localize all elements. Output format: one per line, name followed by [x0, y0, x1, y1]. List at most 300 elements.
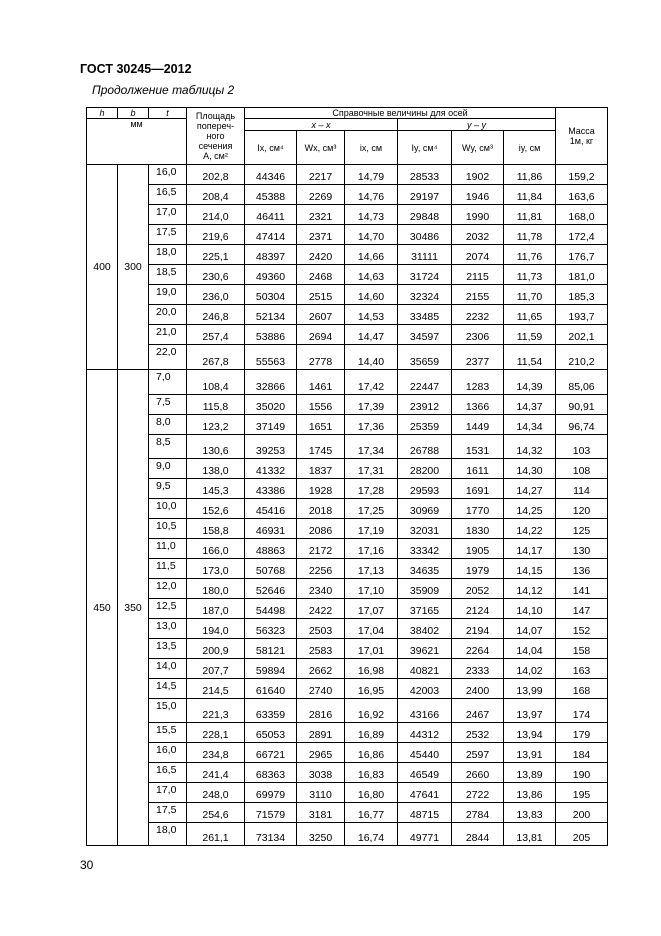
thickness-cell: 20,0	[149, 305, 187, 325]
table-row	[87, 225, 608, 245]
value-cell-a: 202,8	[187, 165, 245, 185]
table-row	[87, 699, 608, 723]
value-cell-mass: 125	[556, 519, 608, 539]
value-cell-ix: 14,40	[345, 345, 398, 370]
value-cell-a: 248,0	[187, 783, 245, 803]
table-header	[87, 108, 608, 165]
value-cell-iy: 14,22	[504, 519, 556, 539]
value-cell-mass: 200	[556, 803, 608, 823]
value-cell-a: 145,3	[187, 479, 245, 499]
value-cell-mass: 210,2	[556, 345, 608, 370]
value-cell-iy: 11,76	[504, 245, 556, 265]
value-cell-iy: 40821	[398, 659, 452, 679]
value-cell-ix: 48863	[245, 539, 297, 559]
group-b-cell: 350	[118, 370, 149, 846]
mass-header-line: Масса	[568, 126, 595, 136]
value-cell-wx: 2740	[297, 679, 345, 699]
value-cell-iy: 14,10	[504, 599, 556, 619]
value-cell-wy: 2074	[452, 245, 504, 265]
value-cell-iy: 13,91	[504, 743, 556, 763]
value-cell-ix: 53886	[245, 325, 297, 345]
value-cell-iy: 34597	[398, 325, 452, 345]
value-cell-ix: 50768	[245, 559, 297, 579]
value-cell-wx: 2217	[297, 165, 345, 185]
value-cell-wy: 2232	[452, 305, 504, 325]
value-cell-iy: 14,07	[504, 619, 556, 639]
value-cell-wx: 1461	[297, 370, 345, 395]
table-row	[87, 679, 608, 699]
units-mm-header: мм	[87, 119, 187, 165]
value-cell-wx: 3181	[297, 803, 345, 823]
value-cell-mass: 202,1	[556, 325, 608, 345]
value-cell-iy: 44312	[398, 723, 452, 743]
value-cell-iy: 34635	[398, 559, 452, 579]
value-cell-ix: 14,47	[345, 325, 398, 345]
value-cell-ix: 45416	[245, 499, 297, 519]
value-cell-iy: 30969	[398, 499, 452, 519]
thickness-cell: 8,5	[149, 435, 187, 459]
value-cell-wx: 2172	[297, 539, 345, 559]
value-cell-mass: 147	[556, 599, 608, 619]
value-cell-ix: 17,31	[345, 459, 398, 479]
thickness-cell: 13,5	[149, 639, 187, 659]
value-cell-wx: 2321	[297, 205, 345, 225]
value-cell-wx: 2694	[297, 325, 345, 345]
value-cell-ix: 17,25	[345, 499, 398, 519]
value-cell-wx: 1745	[297, 435, 345, 459]
thickness-cell: 9,0	[149, 459, 187, 479]
table-row	[87, 305, 608, 325]
value-cell-wx: 2778	[297, 345, 345, 370]
value-cell-ix: 16,74	[345, 823, 398, 846]
value-cell-wx: 2371	[297, 225, 345, 245]
thickness-cell: 8,0	[149, 415, 187, 435]
thickness-cell: 22,0	[149, 345, 187, 370]
value-cell-ix: 16,86	[345, 743, 398, 763]
value-cell-a: 221,3	[187, 699, 245, 723]
value-cell-wy: 2660	[452, 763, 504, 783]
table-row	[87, 185, 608, 205]
value-cell-ix: 46931	[245, 519, 297, 539]
value-cell-ix: 41332	[245, 459, 297, 479]
value-cell-a: 225,1	[187, 245, 245, 265]
value-cell-ix: 50304	[245, 285, 297, 305]
value-cell-wx: 3110	[297, 783, 345, 803]
table-row	[87, 499, 608, 519]
value-cell-wx: 2662	[297, 659, 345, 679]
thickness-cell: 18,0	[149, 823, 187, 846]
thickness-cell: 7,5	[149, 395, 187, 415]
value-cell-ix: 17,16	[345, 539, 398, 559]
value-cell-wy: 1990	[452, 205, 504, 225]
thickness-cell: 13,0	[149, 619, 187, 639]
value-cell-mass: 108	[556, 459, 608, 479]
value-cell-iy: 13,99	[504, 679, 556, 699]
value-cell-wy: 2155	[452, 285, 504, 305]
value-cell-wy: 2784	[452, 803, 504, 823]
table-row	[87, 599, 608, 619]
value-cell-a: 236,0	[187, 285, 245, 305]
value-cell-iy: 49771	[398, 823, 452, 846]
value-cell-iy: 35909	[398, 579, 452, 599]
value-cell-wx: 2965	[297, 743, 345, 763]
value-cell-iy: 25359	[398, 415, 452, 435]
table-continuation-label: Продолжение таблицы 2	[92, 83, 235, 97]
value-cell-ix: 58121	[245, 639, 297, 659]
value-cell-wy: 1366	[452, 395, 504, 415]
page-number: 30	[80, 858, 94, 872]
value-cell-wy: 2052	[452, 579, 504, 599]
value-cell-mass: 172,4	[556, 225, 608, 245]
table-row	[87, 823, 608, 846]
value-cell-a: 246,8	[187, 305, 245, 325]
value-cell-iy: 29848	[398, 205, 452, 225]
value-cell-mass: 103	[556, 435, 608, 459]
col-wy-header: Wy, см³	[452, 131, 504, 165]
value-cell-ix: 17,34	[345, 435, 398, 459]
value-cell-a: 152,6	[187, 499, 245, 519]
value-cell-ix: 56323	[245, 619, 297, 639]
value-cell-ix: 32866	[245, 370, 297, 395]
value-cell-iy: 28533	[398, 165, 452, 185]
profile-properties-table	[86, 107, 608, 846]
value-cell-mass: 120	[556, 499, 608, 519]
value-cell-wx: 2816	[297, 699, 345, 723]
value-cell-ix: 47414	[245, 225, 297, 245]
value-cell-a: 123,2	[187, 415, 245, 435]
value-cell-wx: 2891	[297, 723, 345, 743]
table-row	[87, 285, 608, 305]
value-cell-a: 180,0	[187, 579, 245, 599]
value-cell-mass: 168,0	[556, 205, 608, 225]
group-h-cell: 400	[87, 165, 118, 370]
value-cell-wx: 2583	[297, 639, 345, 659]
value-cell-iy: 14,17	[504, 539, 556, 559]
value-cell-wy: 1449	[452, 415, 504, 435]
value-cell-ix: 45388	[245, 185, 297, 205]
axis-y-header: y – y	[398, 119, 556, 131]
value-cell-wy: 1979	[452, 559, 504, 579]
value-cell-iy: 32031	[398, 519, 452, 539]
value-cell-iy: 28200	[398, 459, 452, 479]
thickness-cell: 10,0	[149, 499, 187, 519]
value-cell-wy: 2032	[452, 225, 504, 245]
value-cell-mass: 85,06	[556, 370, 608, 395]
value-cell-iy: 43166	[398, 699, 452, 723]
value-cell-mass: 205	[556, 823, 608, 846]
value-cell-iy: 13,97	[504, 699, 556, 723]
value-cell-wy: 1611	[452, 459, 504, 479]
value-cell-ix: 49360	[245, 265, 297, 285]
table-row	[87, 639, 608, 659]
value-cell-ix: 54498	[245, 599, 297, 619]
area-header-line: Площадь	[195, 111, 236, 121]
value-cell-wx: 2468	[297, 265, 345, 285]
value-cell-ix: 63359	[245, 699, 297, 723]
value-cell-ix: 61640	[245, 679, 297, 699]
value-cell-wy: 1830	[452, 519, 504, 539]
value-cell-wx: 2086	[297, 519, 345, 539]
thickness-cell: 11,5	[149, 559, 187, 579]
value-cell-a: 108,4	[187, 370, 245, 395]
value-cell-iy: 14,25	[504, 499, 556, 519]
value-cell-ix: 73134	[245, 823, 297, 846]
table-row	[87, 743, 608, 763]
value-cell-iy: 11,59	[504, 325, 556, 345]
value-cell-iy: 11,86	[504, 165, 556, 185]
value-cell-ix: 52646	[245, 579, 297, 599]
value-cell-iy: 30486	[398, 225, 452, 245]
value-cell-wy: 1770	[452, 499, 504, 519]
thickness-cell: 7,0	[149, 370, 187, 395]
col-area-header	[187, 108, 245, 165]
value-cell-a: 228,1	[187, 723, 245, 743]
value-cell-iy: 11,70	[504, 285, 556, 305]
value-cell-ix: 17,10	[345, 579, 398, 599]
value-cell-iy: 11,65	[504, 305, 556, 325]
value-cell-ix: 44346	[245, 165, 297, 185]
value-cell-wy: 2124	[452, 599, 504, 619]
value-cell-iy: 31111	[398, 245, 452, 265]
col-t-header: t	[149, 108, 187, 119]
value-cell-ix: 14,63	[345, 265, 398, 285]
value-cell-iy: 13,83	[504, 803, 556, 823]
thickness-cell: 14,5	[149, 679, 187, 699]
value-cell-iy: 29593	[398, 479, 452, 499]
value-cell-a: 138,0	[187, 459, 245, 479]
value-cell-wy: 1691	[452, 479, 504, 499]
value-cell-mass: 176,7	[556, 245, 608, 265]
value-cell-ix: 17,28	[345, 479, 398, 499]
value-cell-mass: 152	[556, 619, 608, 639]
value-cell-ix: 17,07	[345, 599, 398, 619]
value-cell-ix: 17,42	[345, 370, 398, 395]
value-cell-mass: 168	[556, 679, 608, 699]
value-cell-iy: 38402	[398, 619, 452, 639]
col-mass-header	[556, 108, 608, 165]
area-header-line: попереч-	[196, 121, 235, 131]
thickness-cell: 16,0	[149, 165, 187, 185]
value-cell-mass: 184	[556, 743, 608, 763]
value-cell-wy: 1902	[452, 165, 504, 185]
value-cell-iy: 22447	[398, 370, 452, 395]
value-cell-a: 166,0	[187, 539, 245, 559]
value-cell-ix: 55563	[245, 345, 297, 370]
value-cell-wx: 3038	[297, 763, 345, 783]
value-cell-iy: 14,27	[504, 479, 556, 499]
table-row	[87, 539, 608, 559]
value-cell-iy: 14,02	[504, 659, 556, 679]
value-cell-iy: 37165	[398, 599, 452, 619]
value-cell-mass: 179	[556, 723, 608, 743]
table-row	[87, 763, 608, 783]
value-cell-iy: 14,12	[504, 579, 556, 599]
value-cell-ix: 39253	[245, 435, 297, 459]
col-ix-moment-header: Ix, см⁴	[245, 131, 297, 165]
value-cell-mass: 163,6	[556, 185, 608, 205]
col-ix-radius-header: ix, см	[345, 131, 398, 165]
thickness-cell: 15,0	[149, 699, 187, 723]
value-cell-iy: 46549	[398, 763, 452, 783]
value-cell-a: 257,4	[187, 325, 245, 345]
col-wx-header: Wx, см³	[297, 131, 345, 165]
table-row	[87, 783, 608, 803]
value-cell-mass: 195	[556, 783, 608, 803]
table-body	[87, 165, 608, 846]
value-cell-wx: 2607	[297, 305, 345, 325]
value-cell-wy: 2597	[452, 743, 504, 763]
value-cell-ix: 16,83	[345, 763, 398, 783]
area-header-line: A, см²	[203, 151, 228, 161]
table-row	[87, 245, 608, 265]
value-cell-iy: 42003	[398, 679, 452, 699]
value-cell-a: 230,6	[187, 265, 245, 285]
value-cell-ix: 46411	[245, 205, 297, 225]
thickness-cell: 17,0	[149, 205, 187, 225]
value-cell-wy: 2115	[452, 265, 504, 285]
value-cell-ix: 14,60	[345, 285, 398, 305]
value-cell-ix: 14,76	[345, 185, 398, 205]
value-cell-wy: 1905	[452, 539, 504, 559]
value-cell-wx: 1928	[297, 479, 345, 499]
value-cell-ix: 52134	[245, 305, 297, 325]
value-cell-iy: 48715	[398, 803, 452, 823]
value-cell-iy: 26788	[398, 435, 452, 459]
value-cell-ix: 14,66	[345, 245, 398, 265]
value-cell-ix: 71579	[245, 803, 297, 823]
value-cell-mass: 181,0	[556, 265, 608, 285]
value-cell-mass: 163	[556, 659, 608, 679]
table-row	[87, 165, 608, 185]
value-cell-iy: 14,30	[504, 459, 556, 479]
value-cell-ix: 43386	[245, 479, 297, 499]
value-cell-iy: 31724	[398, 265, 452, 285]
table-row	[87, 723, 608, 743]
thickness-cell: 17,5	[149, 225, 187, 245]
value-cell-iy: 14,32	[504, 435, 556, 459]
thickness-cell: 18,0	[149, 245, 187, 265]
value-cell-ix: 17,36	[345, 415, 398, 435]
value-cell-mass: 158	[556, 639, 608, 659]
value-cell-iy: 39621	[398, 639, 452, 659]
table-row	[87, 459, 608, 479]
value-cell-wx: 1837	[297, 459, 345, 479]
value-cell-wy: 2400	[452, 679, 504, 699]
thickness-cell: 10,5	[149, 519, 187, 539]
value-cell-a: 234,8	[187, 743, 245, 763]
value-cell-wy: 2194	[452, 619, 504, 639]
table-row	[87, 579, 608, 599]
value-cell-a: 173,0	[187, 559, 245, 579]
value-cell-wy: 2264	[452, 639, 504, 659]
col-iy-radius-header: iy, см	[504, 131, 556, 165]
thickness-cell: 12,0	[149, 579, 187, 599]
value-cell-wy: 1531	[452, 435, 504, 459]
value-cell-ix: 16,77	[345, 803, 398, 823]
value-cell-iy: 14,04	[504, 639, 556, 659]
value-cell-wx: 1556	[297, 395, 345, 415]
table-row	[87, 619, 608, 639]
thickness-cell: 16,0	[149, 743, 187, 763]
table-row	[87, 803, 608, 823]
reference-values-header: Справочные величины для осей	[245, 108, 556, 119]
value-cell-ix: 17,39	[345, 395, 398, 415]
value-cell-iy: 14,15	[504, 559, 556, 579]
table-row	[87, 370, 608, 395]
value-cell-mass: 114	[556, 479, 608, 499]
value-cell-mass: 190	[556, 763, 608, 783]
value-cell-iy: 11,73	[504, 265, 556, 285]
group-b-cell: 300	[118, 165, 149, 370]
value-cell-ix: 17,13	[345, 559, 398, 579]
table-row	[87, 265, 608, 285]
value-cell-ix: 16,92	[345, 699, 398, 723]
value-cell-mass: 174	[556, 699, 608, 723]
value-cell-ix: 17,04	[345, 619, 398, 639]
value-cell-wy: 2333	[452, 659, 504, 679]
group-h-cell: 450	[87, 370, 118, 846]
value-cell-a: 214,5	[187, 679, 245, 699]
value-cell-iy: 13,81	[504, 823, 556, 846]
value-cell-iy: 45440	[398, 743, 452, 763]
value-cell-ix: 14,73	[345, 205, 398, 225]
value-cell-iy: 11,78	[504, 225, 556, 245]
value-cell-mass: 193,7	[556, 305, 608, 325]
value-cell-iy: 14,37	[504, 395, 556, 415]
mass-header-line: 1м, кг	[569, 136, 594, 146]
value-cell-a: 158,8	[187, 519, 245, 539]
value-cell-ix: 17,01	[345, 639, 398, 659]
value-cell-ix: 16,89	[345, 723, 398, 743]
value-cell-wy: 2377	[452, 345, 504, 370]
value-cell-wx: 2269	[297, 185, 345, 205]
value-cell-wy: 1946	[452, 185, 504, 205]
value-cell-a: 130,6	[187, 435, 245, 459]
col-b-header: b	[118, 108, 149, 119]
area-header-line: сечения	[198, 141, 233, 151]
value-cell-wx: 2503	[297, 619, 345, 639]
value-cell-wy: 2722	[452, 783, 504, 803]
value-cell-iy: 23912	[398, 395, 452, 415]
value-cell-wx: 3250	[297, 823, 345, 846]
value-cell-iy: 47641	[398, 783, 452, 803]
value-cell-mass: 136	[556, 559, 608, 579]
value-cell-mass: 90,91	[556, 395, 608, 415]
value-cell-iy: 33485	[398, 305, 452, 325]
thickness-cell: 12,5	[149, 599, 187, 619]
value-cell-iy: 29197	[398, 185, 452, 205]
value-cell-iy: 11,81	[504, 205, 556, 225]
value-cell-a: 267,8	[187, 345, 245, 370]
value-cell-wx: 1651	[297, 415, 345, 435]
axis-x-header: x – x	[245, 119, 398, 131]
value-cell-a: 207,7	[187, 659, 245, 679]
value-cell-ix: 14,53	[345, 305, 398, 325]
value-cell-ix: 17,19	[345, 519, 398, 539]
value-cell-ix: 37149	[245, 415, 297, 435]
value-cell-wx: 2420	[297, 245, 345, 265]
value-cell-iy: 14,34	[504, 415, 556, 435]
value-cell-ix: 35020	[245, 395, 297, 415]
table-row	[87, 345, 608, 370]
thickness-cell: 16,5	[149, 763, 187, 783]
thickness-cell: 21,0	[149, 325, 187, 345]
table-row	[87, 325, 608, 345]
value-cell-a: 261,1	[187, 823, 245, 846]
value-cell-wy: 1283	[452, 370, 504, 395]
value-cell-ix: 14,79	[345, 165, 398, 185]
value-cell-wy: 2306	[452, 325, 504, 345]
